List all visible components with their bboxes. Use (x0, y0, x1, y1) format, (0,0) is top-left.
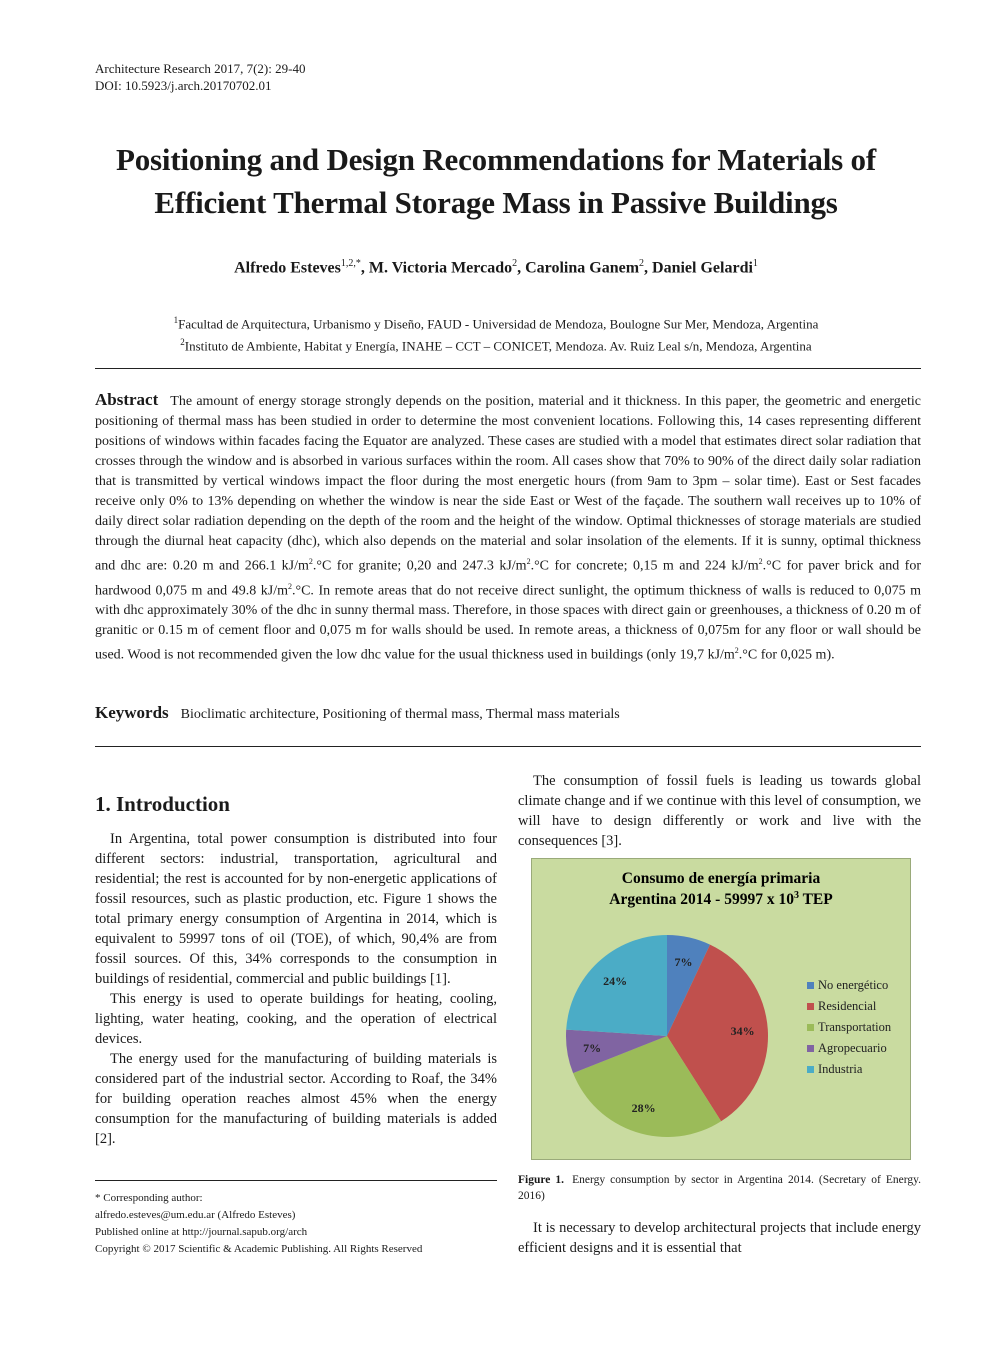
figure-caption (518, 1172, 921, 1204)
author-list: Alfredo Esteves$^{1,2,*}$, M. Victoria Mercado$^2$, Carolina Ganem$^2$, Daniel Gelardi$^1$ (234, 258, 758, 277)
corresponding-author: * Corresponding author: (95, 1192, 203, 1204)
pie-data-label: 28% (631, 1101, 656, 1116)
paragraph: The consumption of fossil fuels is leading us towards global climate change and if we continue with this level of consumption, we will have to design differently or work and live with the consequences [3]. (518, 773, 921, 849)
affiliations (60, 311, 932, 356)
pie-chart (532, 859, 910, 1159)
legend-label: Agropecuario (818, 1041, 887, 1055)
right-column-bottom (518, 1218, 921, 1258)
legend-swatch (807, 982, 814, 989)
figure-chart (531, 858, 911, 1160)
author-email: alfredo.esteves@um.edu.ar (Alfredo Esteves) (95, 1209, 296, 1221)
keywords (95, 703, 921, 725)
legend-swatch (807, 1003, 814, 1010)
affiliation-2: $^2$Instituto de Ambiente, Habitat y Energía, INAHE – CCT – CONICET, Mendoza. Av. Ruiz Leal s/n, Mendoza, Argentina (180, 337, 812, 354)
affiliation-1: $^1$Facultad de Arquitectura, Urbanismo y Diseño, FAUD - Universidad de Mendoza, Boulogne Sur Mer, Mendoza, Argentina (173, 315, 819, 332)
pie-data-label: 24% (603, 973, 628, 988)
legend-swatch (807, 1045, 814, 1052)
footnote (95, 1190, 497, 1258)
paragraph: In Argentina, total power consumption is distributed into four different sectors: industrial, transportation, agricultural and residential; the rest is accounted for by non-energetic applications of fossil resources, such as plastic production, etc. Figure 1 shows the total primary energy consumption of Argentina in 2014, which is equivalent to 59997 tons of oil (TOE), of which, 90,4% are from fossil sources. Of this, 34% corresponds to the consumption in buildings of residential, commercial and public buildings [1]. (95, 831, 497, 987)
abstract-label: Abstract (95, 390, 159, 409)
pie-data-label: 7% (674, 955, 693, 970)
title-line-2: Efficient Thermal Storage Mass in Passive Buildings (154, 185, 838, 220)
paragraph: The energy used for the manufacturing of building materials is considered part of the industrial sector. According to Roaf, the 34% for building operation reaches almost 45% when the energy consumption for the manufacturing of building materials is added [2]. (95, 1051, 497, 1147)
legend-swatch (807, 1066, 814, 1073)
chart-title-line-1: Consumo de energía primaria (621, 870, 821, 887)
author-affil-sup: 1 (752, 258, 758, 269)
legend-swatch (807, 1024, 814, 1031)
journal-header (95, 60, 305, 94)
author-name: M. Victoria Mercado (368, 259, 513, 277)
chart-title-line-2: Argentina 2014 - 59997 x $10^3$ TEP (609, 890, 833, 908)
right-column-top (518, 771, 921, 851)
author-affil-sup: 1,2,* (340, 258, 361, 269)
figure-caption-text: Energy consumption by sector in Argentina 2014. (Secretary of Energy. 2016) (518, 1174, 921, 1202)
legend-label: No energético (818, 978, 889, 992)
legend-label: Transportation (818, 1020, 892, 1034)
pie-data-label: 34% (730, 1024, 755, 1039)
figure-label: Figure 1. (518, 1174, 565, 1186)
pie-data-label: 7% (583, 1040, 602, 1055)
legend-label: Residencial (818, 999, 877, 1013)
divider (95, 746, 921, 747)
doi-line: DOI: 10.5923/j.arch.20170702.01 (95, 78, 272, 93)
keywords-text: Bioclimatic architecture, Positioning of thermal mass, Thermal mass materials (180, 707, 620, 722)
left-column (95, 829, 497, 1149)
paper-title (60, 138, 932, 224)
abstract: Abstract The amount of energy storage strongly depends on the position, material and it thickness. In this paper, the geometric and energetic positioning of thermal mass has been studied in order to determine the most convenient locations. Following this, 14 cases representing different positions of windows within facades facing the Equator are analyzed. These cases are studied with a model that estimates direct solar radiation that crosses through the window and is absorbed in various surfaces within the room. All cases show that 70% to 90% of the direct daily solar radiation that is transmitted by vertical windows impact the floor during the most energetic hours (from 9am to 3pm – solar time). East or Sest facades receive only 0% to 13% depending on whether the window is near the side East or West of the façade. The southern wall receives up to 10% of daily direct solar radiation depending on the depth of the room and the height of the window. Optimal thicknesses of storage materials are studied through the diurnal heat capacity (dhc), which also depends on the material and solar insolation of the elements. If it is sunny, optimal thickness and dhc are: 0.20 m and 266.1 $kJ/m^2.^\circ C$ for granite; 0,20 and 247.3 $kJ/m^2.^\circ C$ for concrete; 0,15 m and 224 $kJ/m^2.^\circ C$ for paver brick and for hardwood 0,075 m and 49.8 $kJ/m^2.^\circ C$. In remote areas that do not receive direct sunlight, the optimum thickness of walls is reduced to 0,075 m with dhc approximately 30% of the dhc in sunny thermal mass. Therefore, in those spaces with direct gain or greenhouses, a thickness of 0.20 m of granitic or 0.15 m of cement floor and 0,075 m for walls should be used. In remote areas, a thickness of 0,075m for any floor or wall should be used. Wood is not recommended given the low dhc value for the usual thickness used in buildings (only 19,7 $kJ/m^2.^\circ C$ for 0,025 m). (95, 390, 922, 663)
author-name: Carolina Ganem (525, 259, 640, 277)
copyright: Copyright © 2017 Scientific & Academic Publishing. All Rights Reserved (95, 1243, 423, 1255)
published-online: Published online at http://journal.sapub.org/arch (95, 1226, 308, 1238)
paragraph: This energy is used to operate buildings for heating, cooling, lighting, water heating, cooking, and the operation of electrical devices. (95, 991, 497, 1047)
legend-label: Industria (818, 1062, 863, 1076)
section-heading: 1. Introduction (95, 792, 230, 816)
title-line-1: Positioning and Design Recommendations for Materials of (116, 142, 876, 177)
keywords-label: Keywords (95, 703, 169, 722)
author-affil-sup: 2 (512, 258, 518, 269)
paragraph: It is necessary to develop architectural projects that include energy efficient designs and it is essential that (518, 1220, 921, 1256)
author-name: Daniel Gelardi (652, 259, 753, 277)
journal-citation: Architecture Research 2017, 7(2): 29-40 (95, 61, 306, 76)
divider (95, 368, 921, 369)
footnote-divider (95, 1180, 497, 1181)
author-affil-sup: 2 (639, 258, 645, 269)
author-name: Alfredo Esteves (234, 259, 341, 277)
